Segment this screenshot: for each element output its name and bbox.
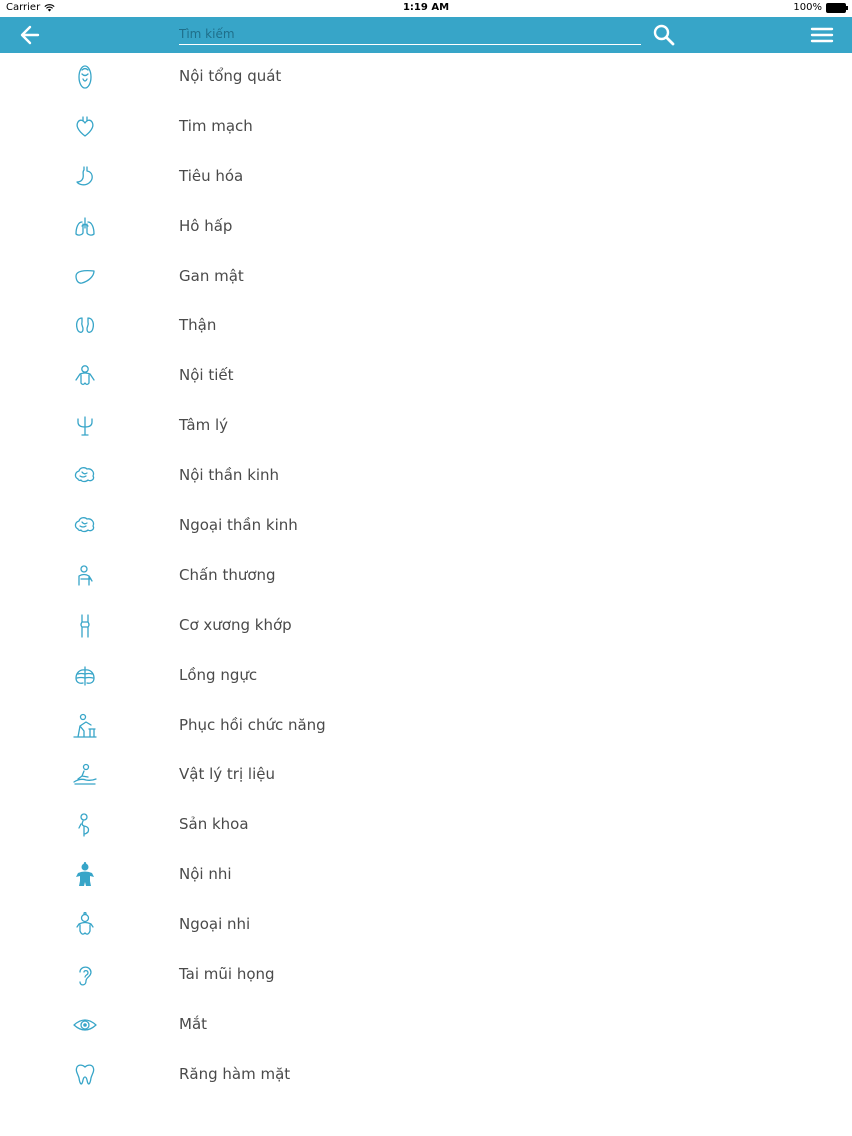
kidney-icon bbox=[72, 313, 98, 339]
menu-button[interactable] bbox=[810, 25, 834, 45]
list-item[interactable] bbox=[0, 702, 852, 752]
list-item[interactable] bbox=[0, 452, 852, 502]
list-item-label: Gan mật bbox=[179, 266, 244, 285]
massage-icon bbox=[72, 762, 98, 788]
list-item[interactable] bbox=[0, 951, 852, 1001]
list-item[interactable] bbox=[0, 552, 852, 602]
status-time: 1:19 AM bbox=[402, 2, 450, 13]
list-item[interactable] bbox=[0, 53, 852, 103]
hamburger-menu-icon bbox=[810, 25, 834, 45]
stomach-icon bbox=[72, 164, 98, 190]
liver-icon bbox=[72, 264, 98, 290]
list-item[interactable] bbox=[0, 253, 852, 303]
list-item-label: Vật lý trị liệu bbox=[179, 765, 275, 784]
list-item[interactable] bbox=[0, 851, 852, 901]
pregnant-icon bbox=[72, 812, 98, 838]
list-item[interactable] bbox=[0, 652, 852, 702]
list-item[interactable] bbox=[0, 103, 852, 153]
ribcage-icon bbox=[72, 663, 98, 689]
eye-icon bbox=[72, 1012, 98, 1038]
list-item[interactable] bbox=[0, 302, 852, 352]
injured-person-icon bbox=[72, 563, 98, 589]
list-item-label: Ngoại thần kinh bbox=[179, 516, 298, 535]
list-item[interactable] bbox=[0, 801, 852, 851]
psi-icon bbox=[72, 413, 98, 439]
brain-icon bbox=[72, 513, 98, 539]
list-item[interactable] bbox=[0, 153, 852, 203]
list-item[interactable] bbox=[0, 352, 852, 402]
search-icon bbox=[652, 23, 676, 47]
list-item-label: Cơ xương khớp bbox=[179, 615, 292, 634]
battery-icon bbox=[826, 3, 846, 13]
list-item-label: Nội thần kinh bbox=[179, 466, 280, 485]
body-organs-icon bbox=[72, 64, 98, 90]
list-item[interactable] bbox=[0, 402, 852, 452]
knee-joint-icon bbox=[72, 613, 98, 639]
top-navbar bbox=[0, 17, 852, 53]
body-figure-icon bbox=[72, 363, 98, 389]
status-right bbox=[793, 2, 846, 13]
list-item-label: Nội tiết bbox=[179, 366, 234, 385]
list-item[interactable] bbox=[0, 1051, 852, 1101]
heart-icon bbox=[72, 114, 98, 140]
battery-percent: 100% bbox=[793, 2, 822, 13]
back-button[interactable] bbox=[18, 24, 42, 46]
list-item-label: Thận bbox=[179, 316, 217, 335]
list-item-label: Phục hồi chức năng bbox=[179, 715, 326, 734]
ear-icon bbox=[72, 962, 98, 988]
list-item-label: Tâm lý bbox=[179, 416, 229, 435]
list-item-label: Ngoại nhi bbox=[179, 915, 251, 934]
list-item-label: Hô hấp bbox=[179, 216, 233, 235]
list-item-label: Lồng ngực bbox=[179, 665, 258, 684]
list-item-label: Tai mũi họng bbox=[179, 965, 275, 984]
carrier-label: Carrier bbox=[6, 2, 41, 13]
list-item[interactable] bbox=[0, 1001, 852, 1051]
list-item[interactable] bbox=[0, 901, 852, 951]
list-item-label: Răng hàm mặt bbox=[179, 1064, 291, 1083]
list-item-label: Sản khoa bbox=[179, 815, 249, 834]
list-item-label: Tiêu hóa bbox=[179, 166, 244, 185]
arrow-left-icon bbox=[18, 24, 42, 46]
list-item[interactable] bbox=[0, 502, 852, 552]
list-item[interactable] bbox=[0, 203, 852, 253]
tooth-icon bbox=[72, 1062, 98, 1088]
lungs-icon bbox=[72, 214, 98, 240]
search-button[interactable] bbox=[652, 23, 676, 47]
list-item-label: Nội tổng quát bbox=[179, 67, 282, 85]
brain-icon bbox=[72, 463, 98, 489]
child-outline-icon bbox=[72, 912, 98, 938]
search-input[interactable] bbox=[179, 24, 641, 45]
rehabilitation-icon bbox=[72, 713, 98, 739]
list-item-label: Mắt bbox=[179, 1014, 208, 1033]
status-bar bbox=[0, 0, 852, 17]
list-item[interactable] bbox=[0, 751, 852, 801]
list-item[interactable] bbox=[0, 602, 852, 652]
list-item-label: Tim mạch bbox=[179, 116, 253, 135]
child-filled-icon bbox=[72, 862, 98, 888]
list-item-label: Chấn thương bbox=[179, 565, 276, 584]
list-item-label: Nội nhi bbox=[179, 865, 232, 884]
specialty-list bbox=[0, 53, 852, 1101]
